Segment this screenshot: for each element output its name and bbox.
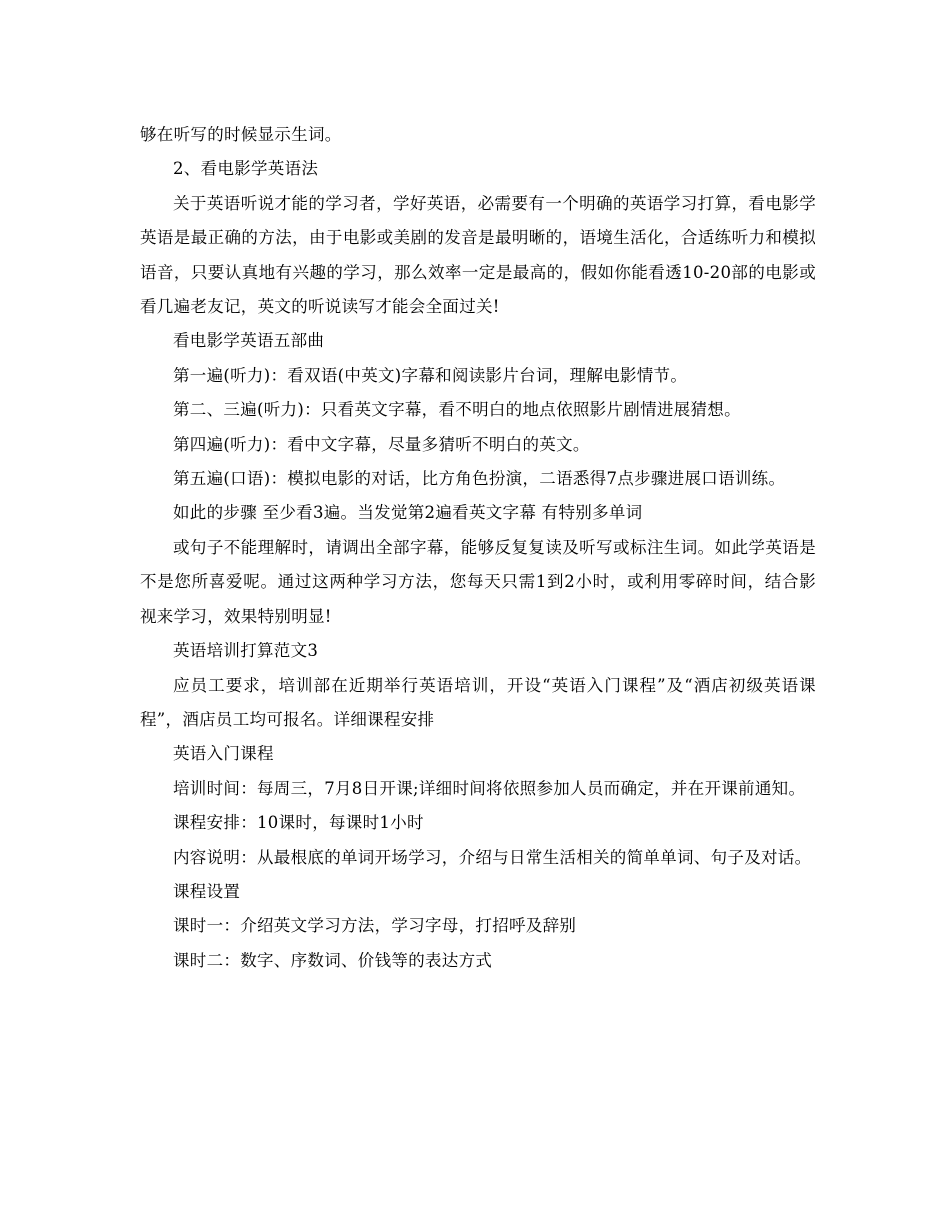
paragraph-11: 英语培训打算范文3 bbox=[173, 641, 319, 661]
paragraph-16: 内容说明：从最根底的单词开场学习，介绍与日常生活相关的简单单词、句子及对话。 bbox=[173, 847, 812, 867]
paragraph-8: 第五遍(口语)：模拟电影的对话，比方角色扮演，二语悉得7点步骤进展口语训练。 bbox=[173, 469, 786, 489]
paragraph-14: 培训时间：每周三，7月8日开课;详细时间将依照参加人员而确定，并在开课前通知。 bbox=[173, 778, 806, 798]
paragraph-19: 课时二：数字、序数词、价钱等的表达方式 bbox=[173, 950, 493, 970]
paragraph-17: 课程设置 bbox=[173, 881, 241, 901]
paragraph-18: 课时一：介绍英文学习方法，学习字母，打招呼及辞别 bbox=[173, 916, 577, 936]
paragraph-4: 看电影学英语五部曲 bbox=[173, 331, 325, 351]
paragraph-9: 如此的步骤 至少看3遍。当发觉第2遍看英文字幕 有特别多单词 bbox=[173, 503, 643, 523]
document-body bbox=[140, 118, 816, 978]
paragraph-13: 英语入门课程 bbox=[173, 744, 274, 764]
paragraph-6: 第二、三遍(听力)：只看英文字幕，看不明白的地点依照影片剧情进展猜想。 bbox=[173, 400, 741, 420]
paragraph-2: 2、看电影学英语法 bbox=[173, 159, 319, 179]
paragraph-3: 关于英语听说才能的学习者，学好英语，必需要有一个明确的英语学习打算，看电影学英语是最正确的方法，由于电影或美剧的发音是最明晰的，语境生活化，合适练听力和模拟语音，只要认真地有兴趣的学习，那么效率一定是最高的，假如你能看透10-20部的电影或看几遍老友记，英文的听说读写才能会全面过关! bbox=[140, 193, 816, 317]
paragraph-10: 或句子不能理解时，请调出全部字幕，能够反复复读及听写或标注生词。如此学英语是不是您所喜爱呢。通过这两种学习方法，您每天只需1到2小时，或利用零碎时间，结合影视来学习，效果特别明显! bbox=[140, 537, 816, 626]
paragraph-7: 第四遍(听力)：看中文字幕，尽量多猜听不明白的英文。 bbox=[173, 434, 590, 454]
paragraph-1: 够在听写的时候显示生词。 bbox=[140, 125, 342, 144]
paragraph-15: 课程安排：10课时，每课时1小时 bbox=[173, 813, 424, 833]
paragraph-5: 第一遍(听力)：看双语(中英文)字幕和阅读影片台词，理解电影情节。 bbox=[173, 365, 688, 385]
paragraph-12: 应员工要求，培训部在近期举行英语培训，开设“英语入门课程”及“酒店初级英语课程”，酒店员工均可报名。详细课程安排 bbox=[140, 675, 816, 729]
